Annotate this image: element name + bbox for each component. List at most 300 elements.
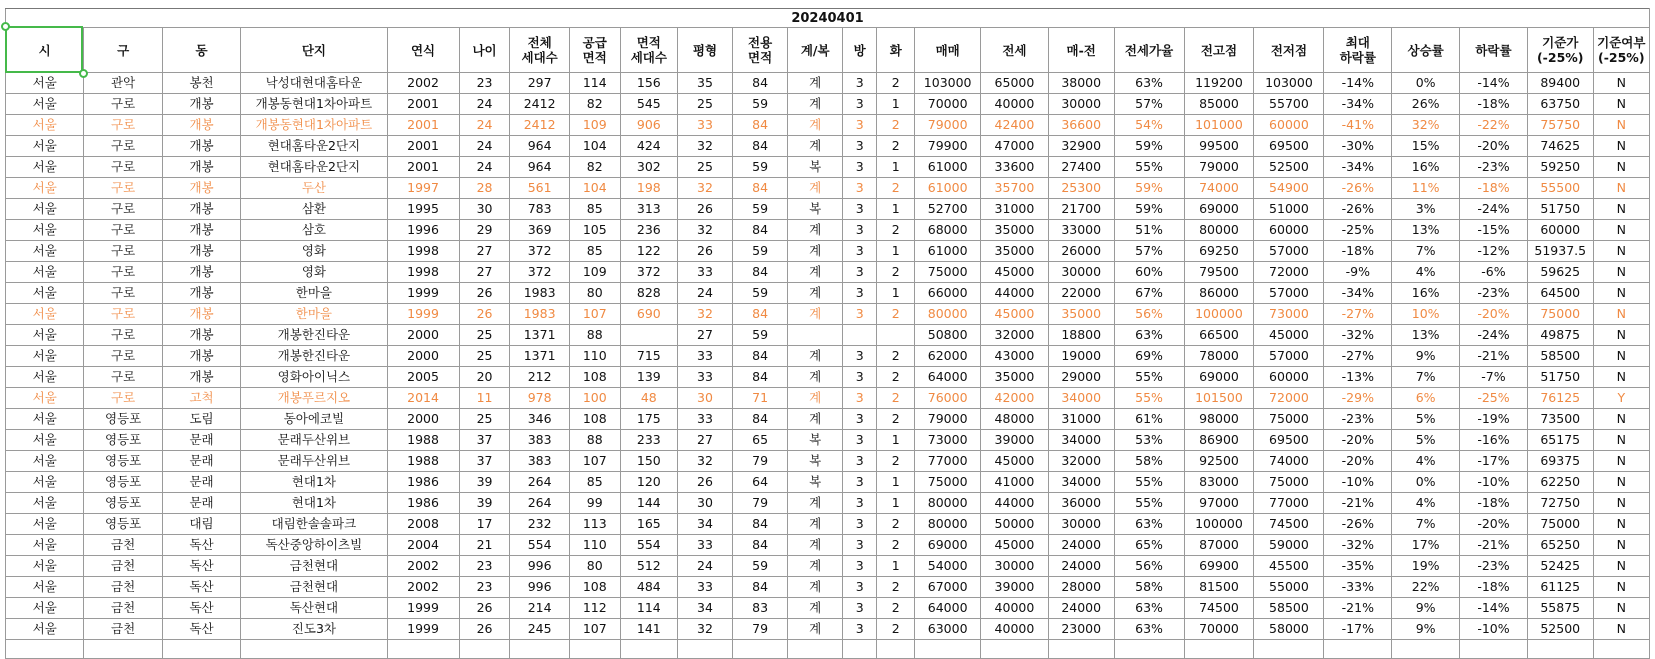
table-cell[interactable]: 76125	[1527, 388, 1593, 409]
table-cell[interactable]: -26%	[1324, 199, 1392, 220]
column-header[interactable]: 전체 세대수	[510, 28, 569, 73]
table-cell[interactable]: 문래두산위브	[241, 451, 387, 472]
table-cell[interactable]: 61%	[1114, 409, 1184, 430]
table-cell[interactable]: 1986	[387, 472, 459, 493]
table-cell[interactable]: 17	[459, 514, 510, 535]
table-cell[interactable]: 1371	[510, 346, 569, 367]
table-cell[interactable]: -23%	[1324, 409, 1392, 430]
table-cell[interactable]: 313	[620, 199, 677, 220]
table-cell[interactable]: 83	[733, 598, 788, 619]
table-cell[interactable]: 32	[677, 619, 732, 640]
table-cell[interactable]: 2002	[387, 577, 459, 598]
table-cell[interactable]: 2	[877, 619, 915, 640]
table-cell[interactable]: 964	[510, 157, 569, 178]
table-cell[interactable]: 110	[569, 535, 620, 556]
table-cell[interactable]: 50800	[915, 325, 981, 346]
column-header[interactable]: 평형	[677, 28, 732, 73]
table-cell[interactable]: 39000	[981, 430, 1049, 451]
table-cell[interactable]: 48	[620, 388, 677, 409]
table-cell[interactable]: 59	[733, 157, 788, 178]
table-cell[interactable]: 56%	[1114, 304, 1184, 325]
table-cell[interactable]: 영등포	[84, 409, 162, 430]
table-cell[interactable]: 30000	[1048, 514, 1114, 535]
table-cell[interactable]: 63%	[1114, 325, 1184, 346]
table-cell[interactable]: 개봉	[162, 178, 240, 199]
table-cell[interactable]: 86900	[1184, 430, 1254, 451]
table-cell[interactable]: 75000	[1254, 409, 1324, 430]
table-cell[interactable]: 84	[733, 115, 788, 136]
table-cell[interactable]: 996	[510, 556, 569, 577]
table-cell[interactable]: -7%	[1460, 367, 1528, 388]
table-cell[interactable]: 72000	[1254, 388, 1324, 409]
table-cell[interactable]: 72000	[1254, 262, 1324, 283]
table-cell[interactable]: 245	[510, 619, 569, 640]
empty-cell[interactable]	[1184, 640, 1254, 659]
table-cell[interactable]: 2000	[387, 346, 459, 367]
column-header[interactable]: 매-전	[1048, 28, 1114, 73]
table-cell[interactable]: -17%	[1324, 619, 1392, 640]
table-cell[interactable]: N	[1593, 178, 1649, 199]
table-cell[interactable]: 구로	[84, 388, 162, 409]
table-cell[interactable]: 구로	[84, 115, 162, 136]
table-cell[interactable]: 3	[843, 262, 877, 283]
empty-cell[interactable]	[569, 640, 620, 659]
table-cell[interactable]: 84	[733, 220, 788, 241]
table-cell[interactable]: 3	[843, 241, 877, 262]
table-cell[interactable]: 개봉	[162, 136, 240, 157]
empty-cell[interactable]	[162, 640, 240, 659]
table-cell[interactable]: 9%	[1392, 619, 1460, 640]
table-cell[interactable]: N	[1593, 157, 1649, 178]
table-cell[interactable]: 4%	[1392, 451, 1460, 472]
table-cell[interactable]: 19000	[1048, 346, 1114, 367]
table-cell[interactable]: 서울	[6, 346, 84, 367]
table-cell[interactable]: -26%	[1324, 178, 1392, 199]
table-cell[interactable]: 63%	[1114, 598, 1184, 619]
table-cell[interactable]: 금천	[84, 619, 162, 640]
table-cell[interactable]: 906	[620, 115, 677, 136]
table-cell[interactable]: 545	[620, 94, 677, 115]
table-cell[interactable]: 금천	[84, 535, 162, 556]
table-cell[interactable]: 70000	[915, 94, 981, 115]
table-cell[interactable]: 39	[459, 472, 510, 493]
table-cell[interactable]: 3	[843, 136, 877, 157]
table-cell[interactable]: 1371	[510, 325, 569, 346]
table-cell[interactable]: 11	[459, 388, 510, 409]
table-cell[interactable]: 69000	[1184, 199, 1254, 220]
table-cell[interactable]: 85000	[1184, 94, 1254, 115]
table-cell[interactable]: 76000	[915, 388, 981, 409]
table-cell[interactable]: 512	[620, 556, 677, 577]
table-cell[interactable]: -10%	[1460, 619, 1528, 640]
table-cell[interactable]: 독산현대	[241, 598, 387, 619]
table-cell[interactable]: 113	[569, 514, 620, 535]
table-cell[interactable]: 서울	[6, 178, 84, 199]
table-cell[interactable]: 1	[877, 472, 915, 493]
table-cell[interactable]: 구로	[84, 325, 162, 346]
table-cell[interactable]: 3	[843, 619, 877, 640]
table-cell[interactable]: N	[1593, 577, 1649, 598]
table-cell[interactable]: 26%	[1392, 94, 1460, 115]
table-cell[interactable]: 82	[569, 94, 620, 115]
table-cell[interactable]: 33	[677, 535, 732, 556]
table-cell[interactable]: 영등포	[84, 430, 162, 451]
table-cell[interactable]: 64500	[1527, 283, 1593, 304]
table-cell[interactable]: 계	[788, 598, 843, 619]
table-cell[interactable]: 783	[510, 199, 569, 220]
table-cell[interactable]: 84	[733, 514, 788, 535]
table-cell[interactable]: 45000	[981, 304, 1049, 325]
table-cell[interactable]: 264	[510, 493, 569, 514]
table-cell[interactable]: 59%	[1114, 178, 1184, 199]
table-cell[interactable]: 33	[677, 262, 732, 283]
table-cell[interactable]: 3	[843, 73, 877, 94]
empty-cell[interactable]	[915, 640, 981, 659]
table-cell[interactable]: 69900	[1184, 556, 1254, 577]
table-cell[interactable]: 구로	[84, 94, 162, 115]
table-cell[interactable]: 25	[677, 94, 732, 115]
empty-cell[interactable]	[84, 640, 162, 659]
table-cell[interactable]: 59	[733, 283, 788, 304]
table-cell[interactable]: 27	[459, 241, 510, 262]
table-cell[interactable]: 232	[510, 514, 569, 535]
table-cell[interactable]: 13%	[1392, 220, 1460, 241]
table-cell[interactable]: 2	[877, 115, 915, 136]
column-header[interactable]: 방	[843, 28, 877, 73]
table-cell[interactable]: -18%	[1324, 241, 1392, 262]
table-cell[interactable]: -29%	[1324, 388, 1392, 409]
table-cell[interactable]: 한마을	[241, 304, 387, 325]
table-cell[interactable]: -30%	[1324, 136, 1392, 157]
table-cell[interactable]: 문래두산위브	[241, 430, 387, 451]
table-cell[interactable]: 도림	[162, 409, 240, 430]
table-cell[interactable]: N	[1593, 493, 1649, 514]
table-cell[interactable]: 60000	[1254, 220, 1324, 241]
table-cell[interactable]: 60000	[1254, 115, 1324, 136]
table-cell[interactable]: 97000	[1184, 493, 1254, 514]
table-cell[interactable]: 61000	[915, 241, 981, 262]
table-cell[interactable]: 2005	[387, 367, 459, 388]
table-cell[interactable]: 5%	[1392, 409, 1460, 430]
table-cell[interactable]: 2001	[387, 157, 459, 178]
table-cell[interactable]: 51750	[1527, 367, 1593, 388]
column-header[interactable]: 공급 면적	[569, 28, 620, 73]
table-cell[interactable]: 60000	[1527, 220, 1593, 241]
table-cell[interactable]: 1996	[387, 220, 459, 241]
table-cell[interactable]: 36000	[1048, 493, 1114, 514]
table-cell[interactable]: 71	[733, 388, 788, 409]
table-cell[interactable]: N	[1593, 472, 1649, 493]
table-cell[interactable]: -17%	[1460, 451, 1528, 472]
table-cell[interactable]: 369	[510, 220, 569, 241]
table-cell[interactable]: 139	[620, 367, 677, 388]
table-cell[interactable]: 69500	[1254, 430, 1324, 451]
table-cell[interactable]: 7%	[1392, 367, 1460, 388]
table-cell[interactable]: 개봉	[162, 199, 240, 220]
table-cell[interactable]: 36600	[1048, 115, 1114, 136]
table-cell[interactable]: 금천현대	[241, 577, 387, 598]
table-cell[interactable]: 현대홈타운2단지	[241, 136, 387, 157]
empty-cell[interactable]	[1593, 640, 1649, 659]
table-cell[interactable]: 69500	[1254, 136, 1324, 157]
table-cell[interactable]: 88	[569, 325, 620, 346]
table-cell[interactable]: 3	[843, 451, 877, 472]
table-cell[interactable]: 33	[677, 367, 732, 388]
table-cell[interactable]: 554	[620, 535, 677, 556]
table-cell[interactable]: Y	[1593, 388, 1649, 409]
table-cell[interactable]: 114	[620, 598, 677, 619]
table-cell[interactable]: -13%	[1324, 367, 1392, 388]
table-cell[interactable]: 26	[459, 304, 510, 325]
table-cell[interactable]: 233	[620, 430, 677, 451]
table-cell[interactable]: 2008	[387, 514, 459, 535]
table-cell[interactable]: -20%	[1460, 136, 1528, 157]
table-cell[interactable]: 개봉푸르지오	[241, 388, 387, 409]
table-cell[interactable]: 25	[459, 346, 510, 367]
table-cell[interactable]: 690	[620, 304, 677, 325]
table-cell[interactable]: 34000	[1048, 388, 1114, 409]
table-cell[interactable]: 33	[677, 346, 732, 367]
table-cell[interactable]: N	[1593, 346, 1649, 367]
table-cell[interactable]: N	[1593, 535, 1649, 556]
table-cell[interactable]: 계	[788, 514, 843, 535]
empty-cell[interactable]	[733, 640, 788, 659]
table-cell[interactable]: 계	[788, 178, 843, 199]
table-cell[interactable]: 30	[459, 199, 510, 220]
table-cell[interactable]: 61000	[915, 178, 981, 199]
table-cell[interactable]: 1999	[387, 598, 459, 619]
table-cell[interactable]: 2001	[387, 136, 459, 157]
table-cell[interactable]: 문래	[162, 451, 240, 472]
table-cell[interactable]: 10%	[1392, 304, 1460, 325]
table-cell[interactable]: 715	[620, 346, 677, 367]
table-cell[interactable]: 63%	[1114, 514, 1184, 535]
table-cell[interactable]: -12%	[1460, 241, 1528, 262]
table-cell[interactable]: 7%	[1392, 514, 1460, 535]
table-cell[interactable]: 45000	[981, 262, 1049, 283]
table-cell[interactable]: 2001	[387, 94, 459, 115]
table-cell[interactable]: 3	[843, 115, 877, 136]
table-cell[interactable]: 80	[569, 556, 620, 577]
table-cell[interactable]: 동아에코빌	[241, 409, 387, 430]
table-cell[interactable]: 구로	[84, 178, 162, 199]
table-cell[interactable]: N	[1593, 199, 1649, 220]
table-cell[interactable]: 57000	[1254, 346, 1324, 367]
table-cell[interactable]: N	[1593, 304, 1649, 325]
table-cell[interactable]: 24000	[1048, 535, 1114, 556]
table-cell[interactable]: -21%	[1324, 493, 1392, 514]
table-cell[interactable]: 110	[569, 346, 620, 367]
table-cell[interactable]: 현대1차	[241, 472, 387, 493]
table-cell[interactable]: 372	[510, 262, 569, 283]
table-cell[interactable]: 3	[843, 493, 877, 514]
table-cell[interactable]: 79900	[915, 136, 981, 157]
table-cell[interactable]: 79	[733, 451, 788, 472]
table-cell[interactable]: 141	[620, 619, 677, 640]
table-cell[interactable]: 서울	[6, 472, 84, 493]
table-cell[interactable]: 51937.5	[1527, 241, 1593, 262]
table-cell[interactable]: 119200	[1184, 73, 1254, 94]
table-cell[interactable]: 100	[569, 388, 620, 409]
column-header[interactable]: 전세	[981, 28, 1049, 73]
table-cell[interactable]: 484	[620, 577, 677, 598]
table-cell[interactable]: 금천	[84, 598, 162, 619]
table-cell[interactable]: 2	[877, 388, 915, 409]
table-cell[interactable]: 2	[877, 409, 915, 430]
table-cell[interactable]: 60000	[1254, 367, 1324, 388]
table-cell[interactable]: 금천	[84, 556, 162, 577]
empty-cell[interactable]	[677, 640, 732, 659]
table-cell[interactable]: 150	[620, 451, 677, 472]
table-cell[interactable]: 41000	[981, 472, 1049, 493]
table-cell[interactable]: -18%	[1460, 178, 1528, 199]
table-cell[interactable]: 828	[620, 283, 677, 304]
table-cell[interactable]: 7%	[1392, 241, 1460, 262]
table-cell[interactable]: 계	[788, 115, 843, 136]
table-cell[interactable]: 38000	[1048, 73, 1114, 94]
table-cell[interactable]: 개봉	[162, 115, 240, 136]
table-cell[interactable]: 서울	[6, 514, 84, 535]
table-cell[interactable]: 69375	[1527, 451, 1593, 472]
table-cell[interactable]: 82	[569, 157, 620, 178]
table-cell[interactable]: 16%	[1392, 157, 1460, 178]
table-cell[interactable]: N	[1593, 325, 1649, 346]
table-cell[interactable]: -34%	[1324, 283, 1392, 304]
table-cell[interactable]: 63%	[1114, 619, 1184, 640]
table-cell[interactable]: -32%	[1324, 325, 1392, 346]
table-cell[interactable]: 101000	[1184, 115, 1254, 136]
table-cell[interactable]: 구로	[84, 262, 162, 283]
selection-handle-bottom-right[interactable]	[79, 69, 88, 78]
table-cell[interactable]: 69%	[1114, 346, 1184, 367]
table-cell[interactable]: 3	[843, 283, 877, 304]
empty-cell[interactable]	[981, 640, 1049, 659]
column-header[interactable]: 매매	[915, 28, 981, 73]
table-cell[interactable]: 59	[733, 325, 788, 346]
table-cell[interactable]: 66000	[915, 283, 981, 304]
table-cell[interactable]: 81500	[1184, 577, 1254, 598]
column-header[interactable]: 하락률	[1460, 28, 1528, 73]
table-cell[interactable]: 25	[677, 157, 732, 178]
table-cell[interactable]: 계	[788, 304, 843, 325]
empty-cell[interactable]	[788, 640, 843, 659]
table-cell[interactable]: 55700	[1254, 94, 1324, 115]
table-cell[interactable]: 59%	[1114, 199, 1184, 220]
table-cell[interactable]: 32	[677, 136, 732, 157]
table-cell[interactable]: 47000	[981, 136, 1049, 157]
table-cell[interactable]: 44000	[981, 493, 1049, 514]
column-header[interactable]: 나이	[459, 28, 510, 73]
table-cell[interactable]: 3	[843, 94, 877, 115]
table-cell[interactable]: -23%	[1460, 157, 1528, 178]
table-cell[interactable]: 32	[677, 304, 732, 325]
table-cell[interactable]: 서울	[6, 598, 84, 619]
table-cell[interactable]: 1	[877, 283, 915, 304]
table-cell[interactable]: -10%	[1324, 472, 1392, 493]
table-cell[interactable]: 554	[510, 535, 569, 556]
table-cell[interactable]: N	[1593, 451, 1649, 472]
table-cell[interactable]: 50000	[981, 514, 1049, 535]
table-cell[interactable]: 65175	[1527, 430, 1593, 451]
table-cell[interactable]: 개봉	[162, 304, 240, 325]
empty-cell[interactable]	[1048, 640, 1114, 659]
table-cell[interactable]: 108	[569, 367, 620, 388]
table-cell[interactable]: 33600	[981, 157, 1049, 178]
table-cell[interactable]: 58000	[1254, 619, 1324, 640]
table-cell[interactable]: 서울	[6, 220, 84, 241]
table-cell[interactable]: 구로	[84, 199, 162, 220]
table-cell[interactable]: 구로	[84, 157, 162, 178]
table-cell[interactable]: 계	[788, 220, 843, 241]
table-cell[interactable]: 75000	[915, 262, 981, 283]
table-cell[interactable]: -10%	[1460, 472, 1528, 493]
table-cell[interactable]: 57%	[1114, 94, 1184, 115]
table-cell[interactable]: 80000	[915, 304, 981, 325]
table-cell[interactable]: 9%	[1392, 346, 1460, 367]
table-cell[interactable]: 74500	[1184, 598, 1254, 619]
table-cell[interactable]: 156	[620, 73, 677, 94]
table-cell[interactable]: 개봉	[162, 346, 240, 367]
table-cell[interactable]: 64000	[915, 367, 981, 388]
table-cell[interactable]: 58%	[1114, 451, 1184, 472]
table-cell[interactable]: 59625	[1527, 262, 1593, 283]
table-cell[interactable]: 2	[877, 577, 915, 598]
table-cell[interactable]: 영등포	[84, 493, 162, 514]
table-cell[interactable]: 67%	[1114, 283, 1184, 304]
table-cell[interactable]: 236	[620, 220, 677, 241]
table-cell[interactable]: 37	[459, 451, 510, 472]
table-cell[interactable]: 42400	[981, 115, 1049, 136]
table-cell[interactable]: 2412	[510, 94, 569, 115]
table-cell[interactable]: 계	[788, 241, 843, 262]
table-cell[interactable]: -24%	[1460, 199, 1528, 220]
table-cell[interactable]: 45500	[1254, 556, 1324, 577]
table-cell[interactable]: 15%	[1392, 136, 1460, 157]
table-cell[interactable]: 3%	[1392, 199, 1460, 220]
table-cell[interactable]: 75000	[1527, 514, 1593, 535]
table-cell[interactable]: N	[1593, 283, 1649, 304]
column-header[interactable]: 최대 하락률	[1324, 28, 1392, 73]
table-cell[interactable]: 59%	[1114, 136, 1184, 157]
table-cell[interactable]: 2004	[387, 535, 459, 556]
table-cell[interactable]: 3	[843, 556, 877, 577]
empty-cell[interactable]	[1460, 640, 1528, 659]
table-cell[interactable]: 383	[510, 451, 569, 472]
table-cell[interactable]: 62000	[915, 346, 981, 367]
table-cell[interactable]: 68000	[915, 220, 981, 241]
table-cell[interactable]: 서울	[6, 493, 84, 514]
table-cell[interactable]: 69000	[1184, 367, 1254, 388]
table-cell[interactable]: 107	[569, 451, 620, 472]
table-cell[interactable]: 3	[843, 535, 877, 556]
table-cell[interactable]: 계	[788, 619, 843, 640]
table-cell[interactable]: -32%	[1324, 535, 1392, 556]
table-cell[interactable]: 24000	[1048, 598, 1114, 619]
table-cell[interactable]: 관악	[84, 73, 162, 94]
column-header[interactable]: 전저점	[1254, 28, 1324, 73]
table-cell[interactable]: 57000	[1254, 241, 1324, 262]
table-cell[interactable]: 144	[620, 493, 677, 514]
table-cell[interactable]: 영화	[241, 241, 387, 262]
table-cell[interactable]: 84	[733, 178, 788, 199]
table-cell[interactable]: -41%	[1324, 115, 1392, 136]
table-cell[interactable]: 70000	[1184, 619, 1254, 640]
table-cell[interactable]: 개봉	[162, 157, 240, 178]
empty-cell[interactable]	[1254, 640, 1324, 659]
table-cell[interactable]: 26	[677, 472, 732, 493]
table-cell[interactable]: 문래	[162, 472, 240, 493]
table-cell[interactable]: 74625	[1527, 136, 1593, 157]
